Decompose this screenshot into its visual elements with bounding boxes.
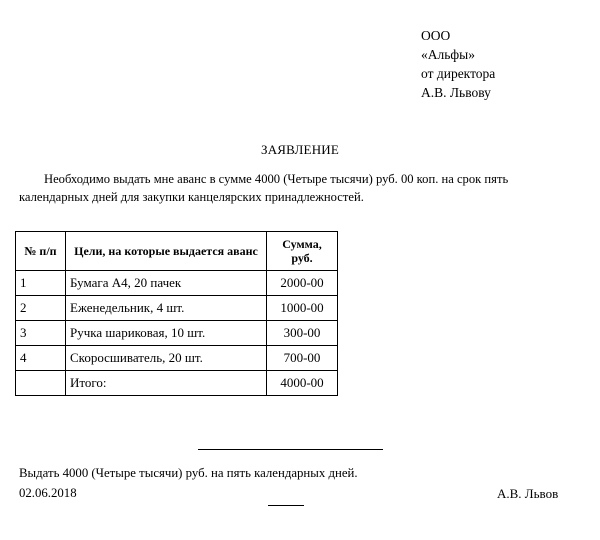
resolution-text: Выдать 4000 (Четыре тысячи) руб. на пять календарных дней. <box>19 466 358 480</box>
signer-name: А.В. Львов <box>497 486 559 501</box>
total-sum: 4000-00 <box>267 371 338 396</box>
row-purpose: Скоросшиватель, 20 шт. <box>66 346 267 371</box>
row-purpose: Бумага А4, 20 пачек <box>66 271 267 296</box>
row-purpose: Ручка шариковая, 10 шт. <box>66 321 267 346</box>
addressee-org-name: «Альфы» <box>421 47 475 62</box>
addressee-block <box>421 26 495 102</box>
table-row <box>16 296 338 321</box>
row-num: 1 <box>16 271 66 296</box>
row-num: 3 <box>16 321 66 346</box>
addressee-org: ООО <box>421 28 451 43</box>
row-sum: 1000-00 <box>267 296 338 321</box>
document-title: ЗАЯВЛЕНИЕ <box>260 142 340 157</box>
total-num <box>16 371 66 396</box>
table-total-row <box>16 371 338 396</box>
addressee-person: А.В. Львову <box>421 85 491 100</box>
addressee-from: от директора <box>421 66 496 81</box>
row-num: 2 <box>16 296 66 321</box>
row-sum: 300-00 <box>267 321 338 346</box>
header-purpose: Цели, на которые выдается аванс <box>66 232 267 271</box>
header-sum: Сумма, руб. <box>267 232 338 271</box>
row-sum: 700-00 <box>267 346 338 371</box>
header-num: № п/п <box>16 232 66 271</box>
row-sum: 2000-00 <box>267 271 338 296</box>
table-row <box>16 271 338 296</box>
table-header-row <box>16 232 338 271</box>
row-purpose: Еженедельник, 4 шт. <box>66 296 267 321</box>
row-num: 4 <box>16 346 66 371</box>
signature-underline <box>268 505 304 506</box>
table-row <box>16 321 338 346</box>
advance-table <box>15 231 338 396</box>
table-row <box>16 346 338 371</box>
signature-line <box>198 449 383 450</box>
total-label: Итого: <box>66 371 267 396</box>
document-date: 02.06.2018 <box>19 486 77 500</box>
statement-body: Необходимо выдать мне аванс в сумме 4000 (Четыре тысячи) руб. 00 коп. на срок пять календарных дней для закупки канцелярских принадлежностей. <box>19 172 509 204</box>
